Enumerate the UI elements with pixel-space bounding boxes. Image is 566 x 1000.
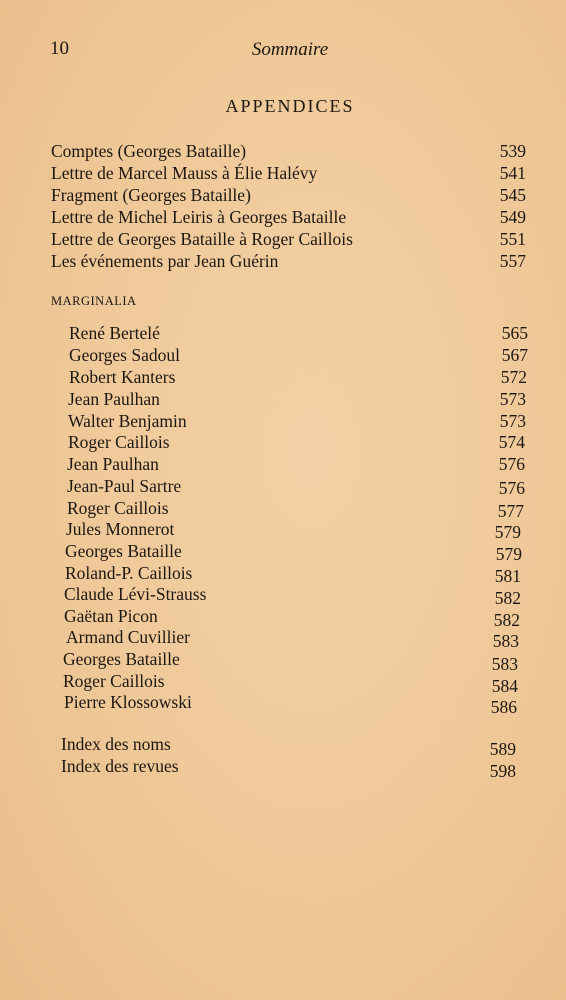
toc-entry-label: Jean-Paul Sartre [67, 476, 182, 496]
toc-entry [67, 497, 524, 519]
toc-entry [64, 583, 521, 608]
toc-entry-page: 583 [491, 654, 518, 674]
marginalia-title: MARGINALIA [51, 294, 137, 308]
toc-entry-label: Jules Monnerot [66, 519, 175, 539]
toc-entry-page: 565 [501, 323, 528, 343]
toc-entry-page: 576 [498, 454, 525, 474]
toc-entry-label: Georges Bataille [63, 649, 180, 669]
toc-entry [64, 691, 517, 717]
toc-entry-page: 567 [501, 345, 528, 365]
toc-entry [51, 228, 526, 250]
toc-entry-label: Index des revues [61, 756, 179, 776]
toc-entry-page: 579 [495, 544, 522, 564]
toc-entry-label: Index des noms [61, 734, 171, 754]
toc-entry-page: 541 [499, 163, 526, 183]
toc-entry-page: 586 [490, 697, 517, 717]
toc-entry [61, 755, 516, 781]
toc-entry [51, 140, 526, 162]
toc-entry-page: 582 [494, 588, 521, 608]
toc-entry-page: 584 [491, 676, 518, 696]
toc-entry [67, 475, 525, 497]
toc-entry-page: 589 [489, 739, 516, 759]
toc-entry-page: 581 [494, 566, 521, 586]
toc-entry-label: Armand Cuvillier [66, 627, 190, 647]
toc-entry-label: Lettre de Michel Leiris à Georges Bataille [51, 207, 347, 227]
toc-entry-label: Roger Caillois [63, 671, 165, 691]
toc-entry-label: Roland-P. Caillois [65, 563, 193, 583]
toc-entry [68, 431, 525, 453]
running-title: Sommaire [251, 39, 329, 60]
toc-entry-page: 557 [499, 251, 526, 271]
toc-entry-label: Gaëtan Picon [64, 606, 158, 626]
toc-entry [63, 670, 518, 696]
toc-entry-label: Georges Bataille [65, 541, 182, 561]
toc-entry-label: Pierre Klossowski [64, 692, 192, 712]
toc-entry-page: 545 [499, 185, 526, 205]
toc-entry [66, 518, 521, 540]
toc-entry-page: 574 [498, 432, 525, 452]
toc-entry [65, 562, 521, 584]
toc-entry [66, 626, 519, 651]
appendices-title: APPENDICES [225, 96, 355, 116]
toc-entry [69, 322, 528, 344]
toc-entry [51, 206, 526, 228]
toc-entry-label: Jean Paulhan [68, 389, 160, 409]
toc-entry [65, 540, 522, 562]
toc-entry-page: 583 [492, 631, 519, 651]
toc-entry-page: 573 [499, 389, 526, 409]
toc-entry-page: 572 [500, 367, 527, 387]
toc-entry-page: 579 [494, 522, 521, 542]
toc-entry [61, 733, 516, 759]
toc-entry-label: Lettre de Georges Bataille à Roger Caillois [51, 229, 353, 249]
toc-entry-page: 551 [499, 229, 526, 249]
toc-entry-page: 598 [489, 761, 516, 781]
toc-entry [69, 366, 527, 388]
toc-entry [51, 250, 526, 272]
toc-entry-label: Claude Lévi-Strauss [64, 584, 207, 604]
toc-entry [51, 184, 526, 206]
toc-entry-label: Georges Sadoul [69, 345, 180, 365]
toc-entry [63, 648, 518, 674]
toc-entry-page: 573 [499, 411, 526, 431]
toc-entry [64, 605, 520, 630]
toc-entry-page: 582 [493, 610, 520, 630]
toc-entry-page: 576 [498, 478, 525, 498]
toc-entry-page: 577 [497, 501, 524, 521]
toc-entry-page: 549 [499, 207, 526, 227]
toc-entry-label: Robert Kanters [69, 367, 176, 387]
toc-entry-label: Comptes (Georges Bataille) [51, 141, 247, 161]
toc-entry-label: Roger Caillois [67, 498, 169, 518]
toc-entry [68, 388, 526, 410]
toc-entry-label: Lettre de Marcel Mauss à Élie Halévy [51, 163, 318, 183]
toc-entry-page: 539 [499, 141, 526, 161]
page-number: 10 [50, 38, 69, 59]
toc-entry-label: René Bertelé [69, 323, 160, 343]
toc-entry-label: Jean Paulhan [67, 454, 159, 474]
toc-entry [67, 453, 525, 475]
toc-entry-label: Fragment (Georges Bataille) [51, 185, 251, 205]
toc-entry [51, 162, 526, 184]
toc-entry-label: Walter Benjamin [68, 411, 187, 431]
toc-entry [68, 410, 526, 432]
toc-entry-label: Roger Caillois [68, 432, 170, 452]
toc-entry-label: Les événements par Jean Guérin [51, 251, 279, 271]
toc-entry [69, 344, 528, 366]
